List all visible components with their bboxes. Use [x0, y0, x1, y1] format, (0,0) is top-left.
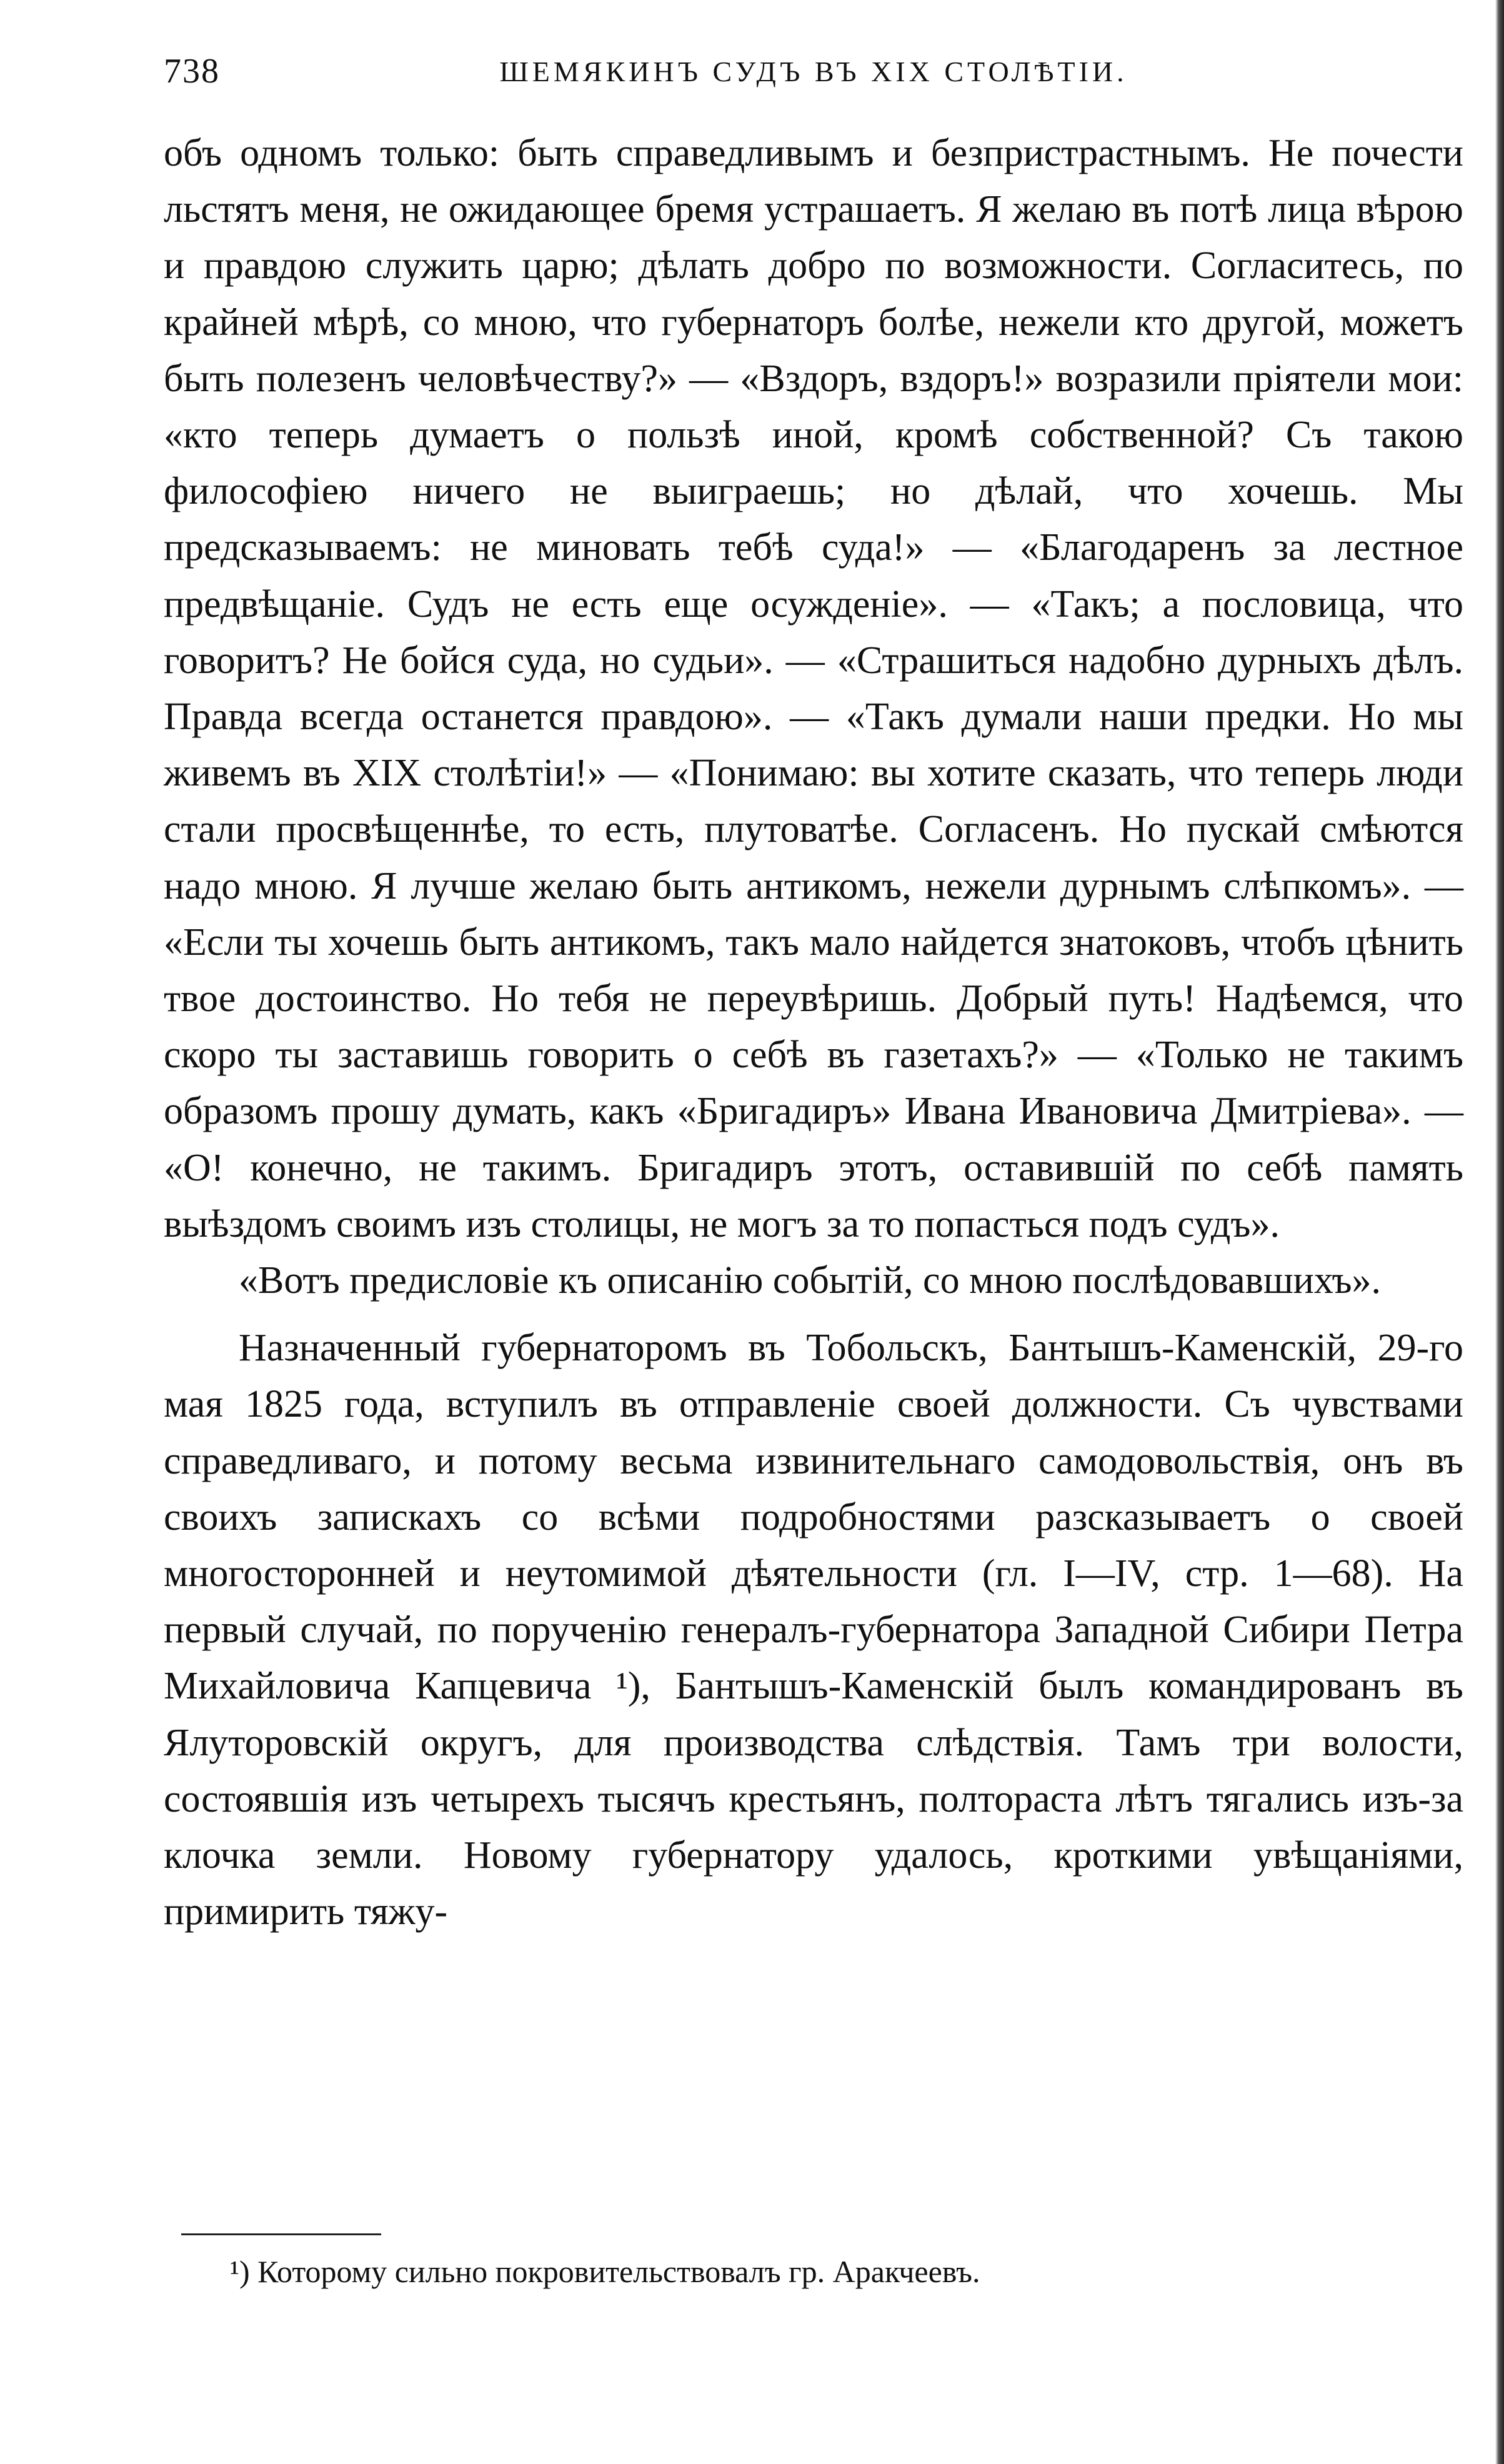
- page-edge-shadow: [1495, 0, 1504, 2464]
- running-header: [164, 51, 1463, 107]
- footnote-divider: [181, 2233, 381, 2235]
- running-title: ШЕМЯКИНЪ СУДЪ ВЪ XIX СТОЛѢТІИ.: [499, 56, 1128, 87]
- footnote-marker: ¹): [230, 2254, 250, 2289]
- page-number: 738: [164, 52, 220, 91]
- paragraph-preface-quote: «Вотъ предисловіе къ описанію событій, со мною послѣдовавшихъ».: [239, 1259, 1382, 1302]
- paragraph-dialogue: объ одномъ только: быть справедливымъ и безпристрастнымъ. Не почести льстятъ меня, не ожидающее бремя устрашаетъ. Я желаю въ потѣ лица вѣрою и правдою служить царю; дѣлать добро по возможности. Согласитесь, по крайней мѣрѣ, со мною, что губернаторъ болѣе, нежели кто другой, можетъ быть полезенъ человѣчеству?» — «Вздоръ, вздоръ!» возразили пріятели мои: «кто теперь думаетъ о пользѣ иной, кромѣ собственной? Съ такою философіею ничего не выиграешь; но дѣлай, что хочешь. Мы предсказываемъ: не миновать тебѣ суда!» — «Благодаренъ за лестное предвѣщаніе. Судъ не есть еще осужденіе». — «Такъ; а пословица, что говоритъ? Не бойся суда, но судьи». — «Страшиться надобно дурныхъ дѣлъ. Правда всегда останется правдою». — «Такъ думали наши предки. Но мы живемъ въ XIX столѣтіи!» — «Понимаю: вы хотите сказать, что теперь люди стали просвѣщеннѣе, то есть, плутоватѣе. Согласенъ. Но пускай смѣются надо мною. Я лучше желаю быть антикомъ, нежели дурнымъ слѣпкомъ». — «Если ты хочешь быть антикомъ, такъ мало найдется знатоковъ, чтобъ цѣнить твое достоинство. Но тебя не переувѣришь. Добрый путь! Надѣемся, что скоро ты заставишь говорить о себѣ въ газетахъ?» — «Только не такимъ образомъ прошу думать, какъ «Бригадиръ» Ивана Ивановича Дмитріева». — «О! конечно, не такимъ. Бригадиръ этотъ, оставившій по себѣ память выѣздомъ своимъ изъ столицы, не могъ за то попасться подъ судъ».: [164, 132, 1463, 1245]
- footnote-text: Которому сильно покровительствовалъ гр. Аракчеевъ.: [257, 2254, 980, 2289]
- paragraph-narrative: Назначенный губернаторомъ въ Тобольскъ, Бантышъ-Каменскій, 29-го мая 1825 года, вступилъ въ отправленіе своей должности. Съ чувствами справедливаго, и потому весьма извинительнаго самодовольствія, онъ въ своихъ запискахъ со всѣми подробностями разсказываетъ о своей многосторонней и неутомимой дѣятельности (гл. I—IV, стр. 1—68). На первый случай, по порученію генералъ-губернатора Западной Сибири Петра Михайловича Капцевича ¹), Бантышъ-Каменскій былъ командированъ въ Ялуторовскій округъ, для производства слѣдствія. Тамъ три волости, состоявшія изъ четырехъ тысячъ крестьянъ, полтораста лѣтъ тягались изъ-за клочка земли. Новому губернатору удалось, кроткими увѣщаніями, примирить тяжу-: [164, 1327, 1463, 1933]
- footnote: [230, 2250, 1448, 2293]
- body-text: [164, 125, 1463, 1940]
